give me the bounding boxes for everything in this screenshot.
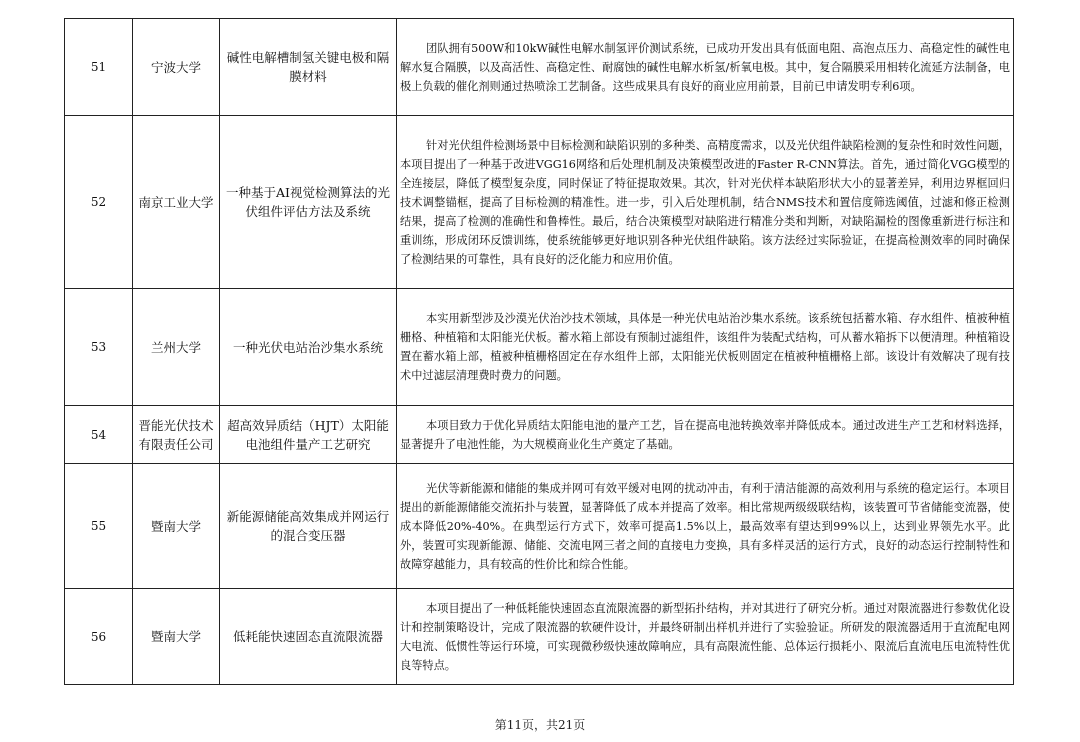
institution-cell: 暨南大学 <box>133 464 220 589</box>
table-row <box>65 19 1014 116</box>
project-description-cell <box>397 464 1014 589</box>
row-number: 53 <box>65 289 133 406</box>
project-description-cell <box>397 19 1014 116</box>
row-number: 54 <box>65 406 133 464</box>
project-title-cell: 碱性电解槽制氢关键电极和隔膜材料 <box>220 19 397 116</box>
project-description-cell <box>397 406 1014 464</box>
description-text: 光伏等新能源和储能的集成并网可有效平缓对电网的扰动冲击，有利于清洁能源的高效利用与系统的稳定运行。本项目提出的新能源储能交流拓扑与装置，显著降低了成本并提高了效率。相比常规两级级联结构，该装置可节省储能变流器，使成本降低20%-40%。在典型运行方式下，效率可提高1.5%以上，最高效率有望达到99%以上，达到业界领先水平。此外，装置可实现新能源、储能、交流电网三者之间的直接电力变换，具有多样灵活的运行方式，良好的动态运行控制特性和故障穿越能力，具有较高的性价比和综合性能。 <box>400 481 1010 571</box>
table-row <box>65 406 1014 464</box>
project-title-cell: 超高效异质结（HJT）太阳能电池组件量产工艺研究 <box>220 406 397 464</box>
description-text: 针对光伏组件检测场景中目标检测和缺陷识别的多种类、高精度需求，以及光伏组件缺陷检测的复杂性和时效性问题，本项目提出了一种基于改进VGG16网络和后处理机制及决策模型改进的Faster R-CNN算法。首先，通过简化VGG模型的全连接层，降低了模型复杂度，同时保证了特征提取效果。其次，针对光伏样本缺陷形状大小的显著差异，利用边界框回归技术调整锚框，提高了目标检测的精准性。进一步，引入后处理机制，结合NMS技术和置信度筛选阈值，过滤和修正检测结果，提高了检测的准确性和鲁棒性。最后，结合决策模型对缺陷进行精准分类和判断，对缺陷漏检的图像重新进行标注和重训练，形成闭环反馈训练，使系统能够更好地识别各种光伏组件缺陷。该方法经过实际验证，在提高检测效率的同时确保了检测结果的可靠性，具有良好的泛化能力和应用价值。 <box>400 138 1010 266</box>
project-title-cell: 新能源储能高效集成并网运行的混合变压器 <box>220 464 397 589</box>
row-number: 52 <box>65 116 133 289</box>
description-text: 团队拥有500W和10kW碱性电解水制氢评价测试系统，已成功开发出具有低面电阻、高泡点压力、高稳定性的碱性电解水复合隔膜，以及高活性、高稳定性、耐腐蚀的碱性电解水析氢/析氧电极。其中，复合隔膜采用相转化流延方法制备，电极上负载的催化剂则通过热喷涂工艺制备。这些成果具有良好的商业应用前景，目前已申请发明专利6项。 <box>400 41 1010 93</box>
project-title-cell: 低耗能快速固态直流限流器 <box>220 589 397 685</box>
row-number: 51 <box>65 19 133 116</box>
description-text: 本项目致力于优化异质结太阳能电池的量产工艺，旨在提高电池转换效率并降低成本。通过改进生产工艺和材料选择，显著提升了电池性能，为大规模商业化生产奠定了基础。 <box>400 418 1010 451</box>
table-row <box>65 116 1014 289</box>
table-row <box>65 464 1014 589</box>
table-row <box>65 289 1014 406</box>
row-number: 56 <box>65 589 133 685</box>
institution-cell: 宁波大学 <box>133 19 220 116</box>
institution-cell: 暨南大学 <box>133 589 220 685</box>
page-number-footer: 第11页，共21页 <box>494 718 586 732</box>
description-text: 本实用新型涉及沙漠光伏治沙技术领域，具体是一种光伏电站治沙集水系统。该系统包括蓄水箱、存水组件、植被种植栅格、种植箱和太阳能光伏板。蓄水箱上部设有预制过滤组件，该组件为装配式结构，可从蓄水箱拆下以便清理。种植箱设置在蓄水箱上部，植被种植栅格固定在存水组件上部，太阳能光伏板则固定在植被种植栅格上部。该设计有效解决了现有技术中过滤层清理费时费力的问题。 <box>400 312 1010 382</box>
table-row <box>65 589 1014 685</box>
institution-cell: 南京工业大学 <box>133 116 220 289</box>
project-description-cell <box>397 289 1014 406</box>
row-number: 55 <box>65 464 133 589</box>
description-text: 本项目提出了一种低耗能快速固态直流限流器的新型拓扑结构，并对其进行了研究分析。通过对限流器进行参数优化设计和控制策略设计，完成了限流器的软硬件设计，并最终研制出样机并进行了实验验证。所研发的限流器适用于直流配电网大电流、低惯性等运行环境，可实现微秒级快速故障响应，具有高限流性能、总体运行损耗小、限流后直流电压电流特性优良等特点。 <box>400 601 1010 672</box>
project-title-cell: 一种光伏电站治沙集水系统 <box>220 289 397 406</box>
project-description-cell <box>397 116 1014 289</box>
institution-cell: 兰州大学 <box>133 289 220 406</box>
project-description-cell <box>397 589 1014 685</box>
institution-cell: 晋能光伏技术有限责任公司 <box>133 406 220 464</box>
project-table <box>64 18 1014 685</box>
project-title-cell: 一种基于AI视觉检测算法的光伏组件评估方法及系统 <box>220 116 397 289</box>
